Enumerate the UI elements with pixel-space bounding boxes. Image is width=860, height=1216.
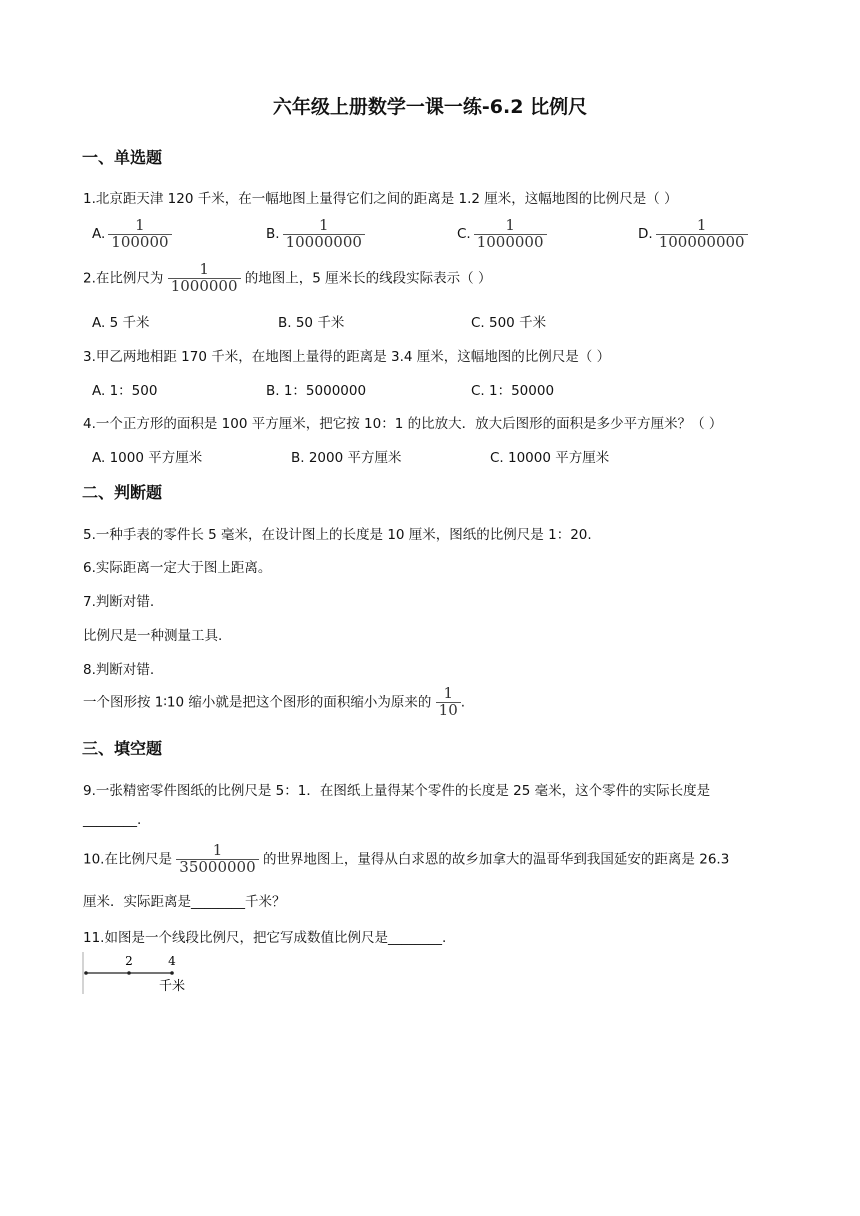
question-8: 8.判断对错. [83, 662, 155, 678]
scale-point-4 [170, 971, 174, 975]
q4-option-b: B. 2000 平方厘米 [291, 450, 402, 466]
fraction: $\frac{1}{1000000}$ [168, 262, 241, 295]
fraction: $\frac{1}{100000000}$ [656, 218, 748, 251]
section-heading-single-choice: 一、单选题 [82, 148, 163, 167]
question-9: 9.一张精密零件图纸的比例尺是 5：1．在图纸上量得某个零件的长度是 25 毫米，这个零件的实际长度是 [83, 783, 711, 799]
fraction: $\frac{1}{100000}$ [108, 218, 171, 251]
scale-point-2 [127, 971, 131, 975]
question-4: 4.一个正方形的面积是 100 平方厘米，把它按 10：1 的比放大．放大后图形的面积是多少平方厘米？（ ） [83, 416, 723, 432]
page-title: 六年级上册数学一课一练-6.2 比例尺 [272, 96, 588, 118]
question-1: 1.北京距天津 120 千米，在一幅地图上量得它们之间的距离是 1.2 厘米，这幅地图的比例尺是（ ） [83, 191, 678, 207]
question-8-statement: 一个图形按 1∶10 缩小就是把这个图形的面积缩小为原来的 $\frac{1}{10}$ . [83, 684, 466, 719]
option-label: C. [457, 226, 471, 243]
q2-option-c: C. 500 千米 [471, 315, 547, 331]
question-5: 5.一种手表的零件长 5 毫米，在设计图上的长度是 10 厘米，图纸的比例尺是 1：20. [83, 527, 592, 543]
q1-option-a [92, 218, 172, 251]
question-3: 3.甲乙两地相距 170 千米，在地图上量得的距离是 3.4 厘米，这幅地图的比例尺是（ ） [83, 349, 611, 365]
section-heading-true-false: 二、判断题 [82, 483, 163, 502]
question-10: 10.在比例尺是 $\frac{1}{35000000}$ 的世界地图上，量得从白求恩的故乡加拿大的温哥华到我国延安的距离是 26.3 [83, 841, 730, 876]
q3-option-b: B. 1：5000000 [266, 383, 367, 399]
question-7-statement: 比例尺是一种测量工具. [83, 628, 223, 644]
question-11: 11.如图是一个线段比例尺，把它写成数值比例尺是________. [83, 930, 447, 946]
q1-option-d [638, 218, 748, 251]
q1-option-b [266, 218, 365, 251]
tick-label-2: 2 [125, 954, 133, 968]
q2-option-a: A. 5 千米 [92, 315, 150, 331]
question-2: 2.在比例尺为 $\frac{1}{1000000}$ 的地图上，5 厘米长的线段实际表示（ ） [83, 260, 492, 295]
q3-option-a: A. 1：500 [92, 383, 158, 399]
section-heading-fill-blank: 三、填空题 [82, 739, 163, 758]
q2-option-b: B. 50 千米 [278, 315, 345, 331]
option-label: D. [638, 226, 653, 243]
tick-label-4: 4 [168, 954, 176, 968]
question-10-line2: 厘米．实际距离是________千米？ [83, 894, 286, 910]
q4-option-a: A. 1000 平方厘米 [92, 450, 203, 466]
unit-label: 千米 [158, 979, 186, 994]
fraction: $\frac{1}{1000000}$ [474, 218, 547, 251]
question-6: 6.实际距离一定大于图上距离。 [83, 560, 272, 576]
question-9-blank: ________. [83, 812, 142, 828]
q4-option-c: C. 10000 平方厘米 [490, 450, 610, 466]
q3-option-c: C. 1：50000 [471, 383, 555, 399]
q1-option-c [457, 218, 547, 251]
question-7: 7.判断对错. [83, 594, 155, 610]
fraction: $\frac{1}{10000000}$ [283, 218, 365, 251]
fraction: $\frac{1}{35000000}$ [176, 843, 258, 876]
line-segment-scale [80, 950, 200, 996]
option-label: A. [92, 226, 106, 243]
fraction: $\frac{1}{10}$ [436, 686, 461, 719]
option-label: B. [266, 226, 280, 243]
scale-point-0 [84, 971, 88, 975]
